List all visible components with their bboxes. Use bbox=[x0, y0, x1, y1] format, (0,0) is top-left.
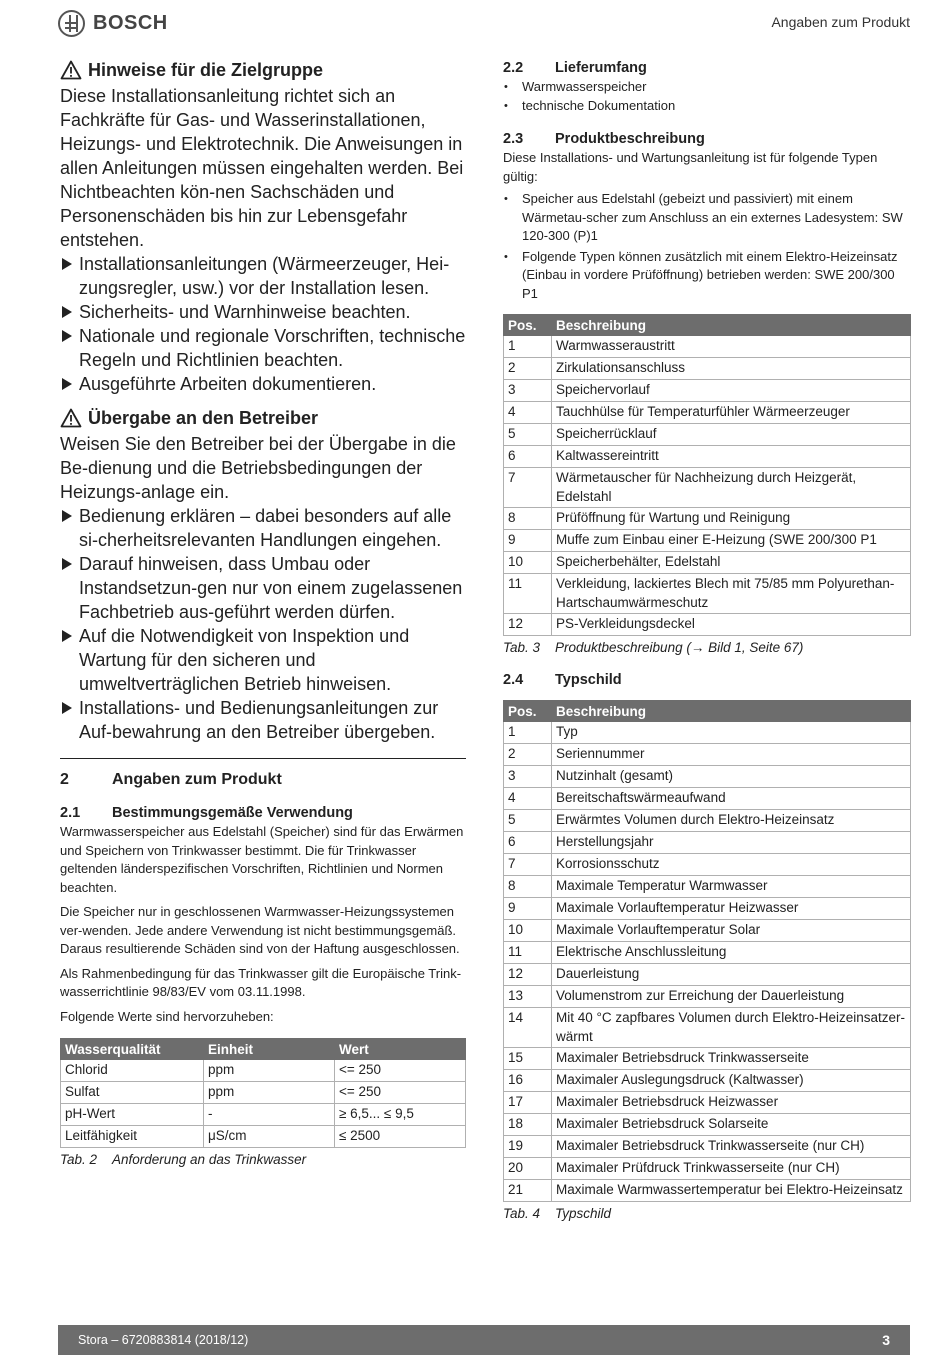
table-cell: Maximaler Betriebsdruck Trinkwasserseite bbox=[552, 1048, 911, 1070]
document-id: Stora – 6720883814 (2018/12) bbox=[78, 1333, 249, 1347]
table-row bbox=[504, 1158, 911, 1180]
table-cell: 3 bbox=[504, 380, 552, 402]
table-cell: 6 bbox=[504, 832, 552, 854]
table-cell: 1 bbox=[504, 722, 552, 744]
table-row bbox=[504, 832, 911, 854]
table-row bbox=[504, 1070, 911, 1092]
table-row bbox=[504, 530, 911, 552]
footer-bar bbox=[58, 1325, 910, 1355]
water-quality-table bbox=[60, 1038, 466, 1148]
table-cell: Speicherrücklauf bbox=[552, 424, 911, 446]
table-cell: pH-Wert bbox=[61, 1104, 204, 1126]
action-item: Auf die Notwendigkeit von Inspektion und Wartung für den sicheren und umweltverträglichen Betrieb hinweisen. bbox=[60, 624, 466, 696]
table-row bbox=[504, 402, 911, 424]
table-row bbox=[504, 1136, 911, 1158]
table-cell: 21 bbox=[504, 1180, 552, 1202]
action-item: Installationsanleitungen (Wärmeerzeuger, Hei-zungsregler, usw.) vor der Installation lesen. bbox=[60, 252, 466, 300]
table-cell: ppm bbox=[204, 1060, 335, 1082]
delivery-list bbox=[503, 78, 911, 115]
table-row bbox=[504, 1092, 911, 1114]
table-row bbox=[504, 1048, 911, 1070]
table-cell: 9 bbox=[504, 898, 552, 920]
section-heading-2-2: 2.2 Lieferumfang bbox=[503, 60, 647, 76]
table-cell: Kaltwassereintritt bbox=[552, 446, 911, 468]
table-row bbox=[504, 358, 911, 380]
section-heading-2: 2 Angaben zum Produkt bbox=[60, 771, 282, 788]
table-header-row bbox=[504, 315, 911, 336]
table-cell: Speichervorlauf bbox=[552, 380, 911, 402]
action-item: Sicherheits- und Warnhinweise beachten. bbox=[60, 300, 466, 324]
table-cell: Maximaler Prüfdruck Trinkwasserseite (nur CH) bbox=[552, 1158, 911, 1180]
table-cell: <= 250 bbox=[335, 1082, 466, 1104]
column-header: Wasserqualität bbox=[61, 1039, 204, 1060]
table-cell: <= 250 bbox=[335, 1060, 466, 1082]
paragraph: Diese Installations- und Wartungsanleitung ist für folgende Typen gültig: bbox=[503, 150, 878, 184]
warning-triangle-icon bbox=[60, 60, 82, 80]
table-cell: 12 bbox=[504, 964, 552, 986]
table-cell: 5 bbox=[504, 424, 552, 446]
table-cell: Maximaler Betriebsdruck Solarseite bbox=[552, 1114, 911, 1136]
table-cell: Maximale Vorlauftemperatur Solar bbox=[552, 920, 911, 942]
table-cell: 7 bbox=[504, 854, 552, 876]
table-cell: Zirkulationsanschluss bbox=[552, 358, 911, 380]
table-cell: 11 bbox=[504, 574, 552, 614]
list-item: • technische Dokumentation bbox=[503, 97, 911, 116]
rating-plate-table bbox=[503, 700, 911, 1202]
table-cell: 11 bbox=[504, 942, 552, 964]
warning-text: Weisen Sie den Betreiber bei der Übergabe in die Be-dienung und die Betriebsbedingungen der Heizungs-anlage ein. bbox=[60, 434, 456, 502]
table-cell: Wärmetauscher für Nachheizung durch Heizgerät, Edelstahl bbox=[552, 468, 911, 508]
column-header: Beschreibung bbox=[552, 701, 911, 722]
table-cell: 9 bbox=[504, 530, 552, 552]
brand-name: BOSCH bbox=[93, 12, 168, 34]
right-column bbox=[503, 58, 911, 1224]
left-column bbox=[60, 58, 466, 1170]
table-body bbox=[504, 336, 911, 636]
section-heading-2-4: 2.4 Typschild bbox=[503, 672, 622, 688]
table-cell: 8 bbox=[504, 508, 552, 530]
table-cell: 5 bbox=[504, 810, 552, 832]
table-row bbox=[61, 1082, 466, 1104]
table-caption: Tab. 4 Typschild bbox=[503, 1206, 612, 1221]
table-cell: Herstellungsjahr bbox=[552, 832, 911, 854]
table-body bbox=[61, 1060, 466, 1148]
table-header-row bbox=[61, 1039, 466, 1060]
table-cell: Warmwasseraustritt bbox=[552, 336, 911, 358]
paragraph: Die Speicher nur in geschlossenen Warmwasser-Heizungssystemen ver-wenden. Jede andere Verwendung ist nicht bestimmungsgemäß. Daraus resultierende Schäden sind von der Haftung ausgeschlossen. bbox=[60, 904, 460, 956]
table-cell: 4 bbox=[504, 788, 552, 810]
table-row bbox=[61, 1126, 466, 1148]
table-cell: μS/cm bbox=[204, 1126, 335, 1148]
table-row bbox=[504, 876, 911, 898]
paragraph: Als Rahmenbedingung für das Trinkwasser gilt die Europäische Trink-wasserrichtlinie 98/83/EV vom 03.11.1998. bbox=[60, 965, 462, 999]
table-row bbox=[504, 788, 911, 810]
action-item: Installations- und Bedienungsanleitungen zur Auf-bewahrung an den Betreiber übergeben. bbox=[60, 696, 466, 744]
table-cell: Muffe zum Einbau einer E-Heizung (SWE 200/300 P1 bbox=[552, 530, 911, 552]
table-cell: ppm bbox=[204, 1082, 335, 1104]
action-item: Ausgeführte Arbeiten dokumentieren. bbox=[60, 372, 466, 396]
table-cell: Maximale Vorlauftemperatur Heizwasser bbox=[552, 898, 911, 920]
table-cell: 14 bbox=[504, 1008, 552, 1048]
table-row bbox=[61, 1060, 466, 1082]
table-cell: Typ bbox=[552, 722, 911, 744]
list-item: • Warmwasserspeicher bbox=[503, 78, 911, 97]
table-cell: Leitfähigkeit bbox=[61, 1126, 204, 1148]
product-description-table bbox=[503, 314, 911, 636]
table-row bbox=[504, 898, 911, 920]
column-header: Einheit bbox=[204, 1039, 335, 1060]
table-cell: ≥ 6,5... ≤ 9,5 bbox=[335, 1104, 466, 1126]
warning-action-list bbox=[60, 504, 466, 744]
paragraph: Folgende Werte sind hervorzuheben: bbox=[60, 1008, 274, 1024]
table-cell: 16 bbox=[504, 1070, 552, 1092]
action-item: Nationale und regionale Vorschriften, technische Regeln und Richtlinien beachten. bbox=[60, 324, 466, 372]
table-cell: 10 bbox=[504, 552, 552, 574]
table-row bbox=[504, 722, 911, 744]
table-caption: Tab. 2 Anforderung an das Trinkwasser bbox=[60, 1152, 307, 1167]
brand-logo bbox=[58, 10, 168, 37]
table-row bbox=[504, 614, 911, 636]
table-cell: Erwärmtes Volumen durch Elektro-Heizeinsatz bbox=[552, 810, 911, 832]
running-header: Angaben zum Produkt bbox=[771, 14, 910, 30]
column-header: Pos. bbox=[504, 315, 552, 336]
warning-heading-handover bbox=[60, 406, 466, 430]
table-row bbox=[504, 336, 911, 358]
table-cell: Verkleidung, lackiertes Blech mit 75/85 mm Polyurethan-Hartschaumwärmeschutz bbox=[552, 574, 911, 614]
table-cell: 8 bbox=[504, 876, 552, 898]
table-cell: 12 bbox=[504, 614, 552, 636]
table-row bbox=[504, 964, 911, 986]
action-item: Bedienung erklären – dabei besonders auf alle si-cherheitsrelevanten Handlungen eingehen. bbox=[60, 504, 466, 552]
table-row bbox=[504, 468, 911, 508]
table-cell: Elektrische Anschlussleitung bbox=[552, 942, 911, 964]
table-row bbox=[504, 744, 911, 766]
table-row bbox=[504, 810, 911, 832]
table-cell: 7 bbox=[504, 468, 552, 508]
table-row bbox=[504, 942, 911, 964]
table-cell: Prüföffnung für Wartung und Reinigung bbox=[552, 508, 911, 530]
table-row bbox=[61, 1104, 466, 1126]
table-cell: ≤ 2500 bbox=[335, 1126, 466, 1148]
table-row bbox=[504, 920, 911, 942]
table-cell: 1 bbox=[504, 336, 552, 358]
table-cell: 18 bbox=[504, 1114, 552, 1136]
table-cell: Mit 40 °C zapfbares Volumen durch Elektro-Heizeinsatzer-wärmt bbox=[552, 1008, 911, 1048]
table-cell: 10 bbox=[504, 920, 552, 942]
warning-triangle-icon bbox=[60, 408, 82, 428]
section-heading-2-1: 2.1 Bestimmungsgemäße Verwendung bbox=[60, 805, 353, 821]
table-caption: Tab. 3 Produktbeschreibung (→ Bild 1, Seite 67) bbox=[503, 640, 804, 655]
table-row bbox=[504, 508, 911, 530]
table-cell: 15 bbox=[504, 1048, 552, 1070]
table-cell: Speicherbehälter, Edelstahl bbox=[552, 552, 911, 574]
table-row bbox=[504, 574, 911, 614]
table-cell: Maximaler Betriebsdruck Trinkwasserseite (nur CH) bbox=[552, 1136, 911, 1158]
table-cell: Maximale Warmwassertemperatur bei Elektro-Heizeinsatz bbox=[552, 1180, 911, 1202]
table-cell: Maximaler Auslegungsdruck (Kaltwasser) bbox=[552, 1070, 911, 1092]
warning-text: Diese Installationsanleitung richtet sich an Fachkräfte für Gas- und Wasserinstallationen, Heizungs- und Elektrotechnik. Die Anweisungen in allen Anleitungen müssen eingehalten werden. Bei Nichtbeachten kön-nen Sachschäden und Personenschäden bis hin zur Lebensgefahr entstehen. bbox=[60, 86, 464, 250]
table-cell: Volumenstrom zur Erreichung der Dauerleistung bbox=[552, 986, 911, 1008]
table-row bbox=[504, 1008, 911, 1048]
list-item: • Speicher aus Edelstahl (gebeizt und passiviert) mit einem Wärmetau-scher zum Anschluss an ein externes Ladesystem: SW 120-300 (P)1 bbox=[503, 190, 911, 246]
section-heading-2-3: 2.3 Produktbeschreibung bbox=[503, 131, 705, 147]
paragraph: Warmwasserspeicher aus Edelstahl (Speicher) sind für das Erwärmen und Speichern von Trinkwasser bestimmt. Die für Trinkwasser geltenden länderspezifischen Vorschriften, Richtlinien und Normen beachten. bbox=[60, 824, 464, 895]
page-number: 3 bbox=[882, 1332, 890, 1348]
table-row bbox=[504, 1114, 911, 1136]
table-cell: 4 bbox=[504, 402, 552, 424]
table-cell: Seriennummer bbox=[552, 744, 911, 766]
table-cell: Nutzinhalt (gesamt) bbox=[552, 766, 911, 788]
table-row bbox=[504, 446, 911, 468]
table-cell: PS-Verkleidungsdeckel bbox=[552, 614, 911, 636]
warning-title: Übergabe an den Betreiber bbox=[88, 408, 319, 428]
table-row bbox=[504, 424, 911, 446]
list-item: • Folgende Typen können zusätzlich mit einem Elektro-Heizeinsatz (Einbau in vordere Prüföffnung) betrieben werden: SWE 200/300 P1 bbox=[503, 248, 911, 304]
table-row bbox=[504, 766, 911, 788]
table-row bbox=[504, 986, 911, 1008]
column-header: Wert bbox=[335, 1039, 466, 1060]
column-header: Pos. bbox=[504, 701, 552, 722]
table-row bbox=[504, 1180, 911, 1202]
table-cell: Tauchhülse für Temperaturfühler Wärmeerzeuger bbox=[552, 402, 911, 424]
table-row bbox=[504, 380, 911, 402]
table-cell: Sulfat bbox=[61, 1082, 204, 1104]
table-row bbox=[504, 552, 911, 574]
table-cell: Maximale Temperatur Warmwasser bbox=[552, 876, 911, 898]
table-body bbox=[504, 722, 911, 1202]
table-cell: 6 bbox=[504, 446, 552, 468]
table-cell: 3 bbox=[504, 766, 552, 788]
warning-title: Hinweise für die Zielgruppe bbox=[88, 60, 324, 80]
table-cell: 17 bbox=[504, 1092, 552, 1114]
table-cell: 13 bbox=[504, 986, 552, 1008]
table-cell: Bereitschaftswärmeaufwand bbox=[552, 788, 911, 810]
column-header: Beschreibung bbox=[552, 315, 911, 336]
table-cell: Dauerleistung bbox=[552, 964, 911, 986]
table-cell: 19 bbox=[504, 1136, 552, 1158]
table-cell: 20 bbox=[504, 1158, 552, 1180]
table-header-row bbox=[504, 701, 911, 722]
table-cell: 2 bbox=[504, 358, 552, 380]
warning-action-list bbox=[60, 252, 466, 396]
bosch-armature-icon bbox=[58, 10, 85, 37]
section-divider bbox=[60, 758, 466, 759]
type-list bbox=[503, 190, 911, 303]
table-cell: Chlorid bbox=[61, 1060, 204, 1082]
table-cell: - bbox=[204, 1104, 335, 1126]
table-cell: Korrosionsschutz bbox=[552, 854, 911, 876]
action-item: Darauf hinweisen, dass Umbau oder Instandsetzun-gen nur von einem zugelassenen Fachbetrieb aus-geführt werden dürfen. bbox=[60, 552, 466, 624]
table-row bbox=[504, 854, 911, 876]
warning-heading-target-group bbox=[60, 58, 466, 82]
table-cell: 2 bbox=[504, 744, 552, 766]
table-cell: Maximaler Betriebsdruck Heizwasser bbox=[552, 1092, 911, 1114]
